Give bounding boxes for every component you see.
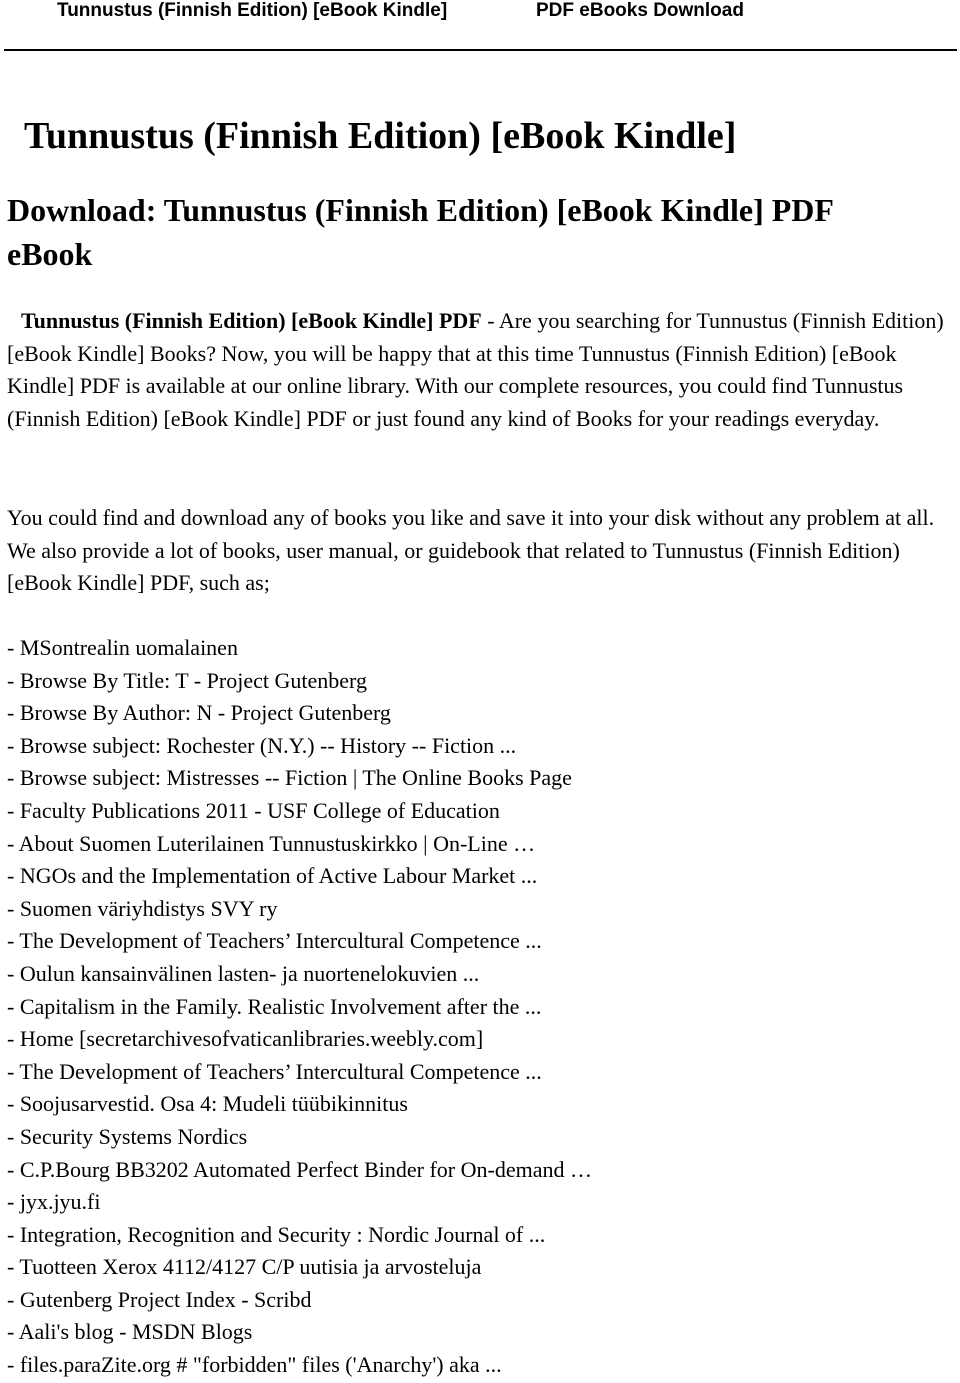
related-link[interactable]: - About Suomen Luterilainen Tunnustuskirkko | On-Line … [7, 830, 536, 856]
download-paragraph: You could find and download any of books you like and save it into your disk without any problem at all. We also provide a lot of books, user manual, or guidebook that related to Tunnustus (Finnish Edition) [eBook Kindle] PDF, such as; [7, 505, 935, 596]
related-link[interactable]: - Oulun kansainvälinen lasten- ja nuortenelokuvien ... [7, 960, 480, 986]
related-link[interactable]: - NGOs and the Implementation of Active Labour Market ... [7, 863, 538, 889]
related-link[interactable]: - Browse By Author: N - Project Gutenberg [7, 700, 391, 726]
related-link[interactable]: - Aali's blog - MSDN Blogs [7, 1319, 253, 1345]
related-link[interactable]: - Integration, Recognition and Security : Nordic Journal of ... [7, 1221, 546, 1247]
related-link[interactable]: - MSontrealin uomalainen [7, 635, 238, 660]
related-link[interactable]: - Tuotteen Xerox 4112/4127 C/P uutisia ja arvosteluja [7, 1254, 482, 1280]
header-divider [4, 49, 957, 51]
related-link[interactable]: - Browse subject: Mistresses -- Fiction | The Online Books Page [7, 765, 572, 791]
related-link[interactable]: - files.paraZite.org # "forbidden" files ('Anarchy') aka ... [7, 1352, 502, 1378]
header-site-label: PDF eBooks Download [536, 0, 744, 21]
related-link[interactable]: - jyx.jyu.fi [7, 1189, 101, 1215]
page-header [0, 0, 960, 52]
related-link[interactable]: - Suomen väriyhdistys SVY ry [7, 895, 278, 921]
related-link[interactable]: - The Development of Teachers’ Intercultural Competence ... [7, 1058, 542, 1084]
related-link[interactable]: - Browse By Title: T - Project Gutenberg [7, 667, 367, 693]
related-link[interactable]: - Faculty Publications 2011 - USF College of Education [7, 797, 500, 823]
related-link[interactable]: - Soojusarvestid. Osa 4: Mudeli tüübikinnitus [7, 1091, 408, 1117]
header-book-title: Tunnustus (Finnish Edition) [eBook Kindle] [57, 0, 448, 21]
related-link[interactable]: - The Development of Teachers’ Intercultural Competence ... [7, 928, 542, 954]
related-link[interactable]: - Home [secretarchivesofvaticanlibraries.weebly.com] [7, 1026, 484, 1052]
document-title: Tunnustus (Finnish Edition) [eBook Kindle] [24, 115, 737, 157]
intro-text: - Are you searching for Tunnustus (Finnish Edition) [eBook Kindle] Books? Now, you will be happy that at this time Tunnustus (Finnish Edition) [eBook Kindle] PDF is available at our online library. With our complete resources, you could find Tunnustus (Finnish Edition) [eBook Kindle] PDF or just found any kind of Books for your readings everyday. [7, 308, 944, 431]
related-link[interactable]: - Browse subject: Rochester (N.Y.) -- History -- Fiction ... [7, 732, 517, 758]
related-link[interactable]: - Security Systems Nordics [7, 1123, 248, 1149]
related-link[interactable]: - C.P.Bourg BB3202 Automated Perfect Binder for On-demand … [7, 1156, 592, 1182]
related-books-list [7, 632, 592, 1382]
download-heading: Download: Tunnustus (Finnish Edition) [eBook Kindle] PDF eBook [7, 192, 833, 272]
intro-paragraph [7, 305, 957, 435]
related-link[interactable]: - Capitalism in the Family. Realistic Involvement after the ... [7, 993, 542, 1019]
intro-lead: Tunnustus (Finnish Edition) [eBook Kindle] PDF [21, 308, 482, 333]
related-link[interactable]: - Gutenberg Project Index - Scribd [7, 1286, 312, 1312]
